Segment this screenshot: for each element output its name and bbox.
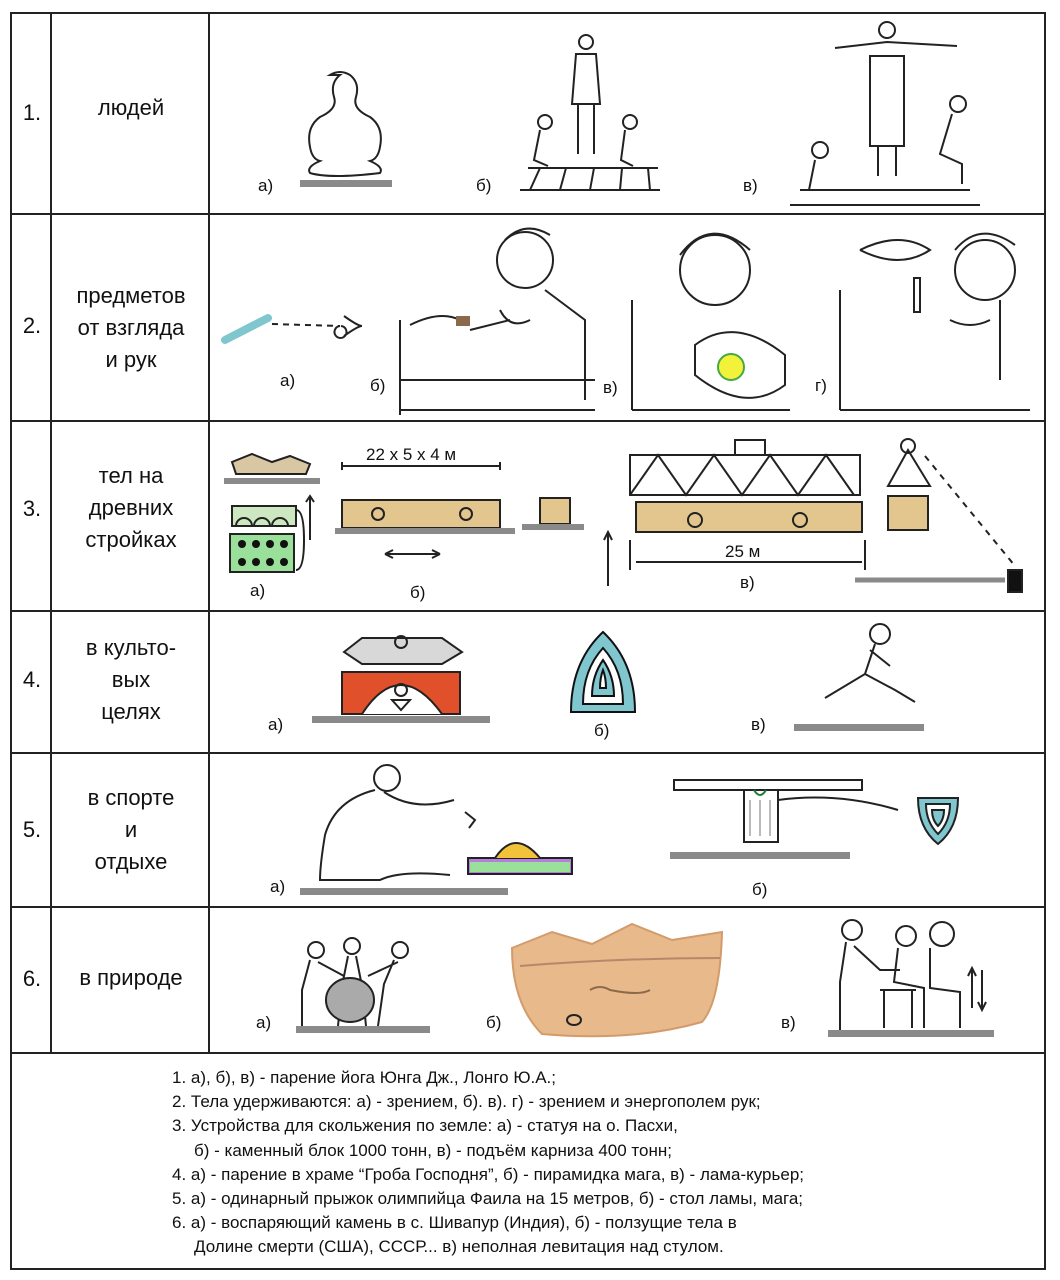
row-label-line: в культо- — [85, 635, 177, 660]
glance-holding-rod-icon — [225, 316, 362, 340]
yogi-arms-outstretched-icon — [790, 22, 980, 205]
row-label-line: вых — [111, 667, 151, 692]
legend-line: 4. а) - парение в храме “Гроба Господня”, б) - пирамидка мага, в) - лама-курьер; — [172, 1164, 804, 1184]
row-number: 3. — [22, 496, 42, 521]
row-label-line: стройках — [85, 527, 177, 552]
row-label-line: в спорте — [87, 785, 175, 810]
sub-label: в) — [743, 176, 758, 195]
meditating-figure-icon — [309, 72, 381, 176]
row-label-line: и — [124, 817, 138, 842]
row-number: 1. — [22, 100, 42, 125]
sub-label: б) — [486, 1013, 502, 1032]
floating-stone-men-icon — [296, 938, 430, 1033]
sub-label: в) — [751, 715, 766, 734]
hands-holding-object-icon — [400, 229, 595, 415]
legend-line: Долине смерти (США), СССР... в) неполная левитация над стулом. — [194, 1237, 724, 1257]
sub-label: а) — [256, 1013, 272, 1032]
row-label-line: древних — [88, 495, 174, 520]
row-number: 2. — [22, 313, 42, 338]
lama-table-icon — [670, 780, 958, 859]
temple-coffin-levitation-icon — [312, 636, 490, 723]
sub-label: а) — [250, 581, 266, 600]
legend-line: 3. Устройства для скольжения по земле: а) - статуя на о. Пасхи, — [172, 1116, 678, 1136]
sub-label: б) — [476, 176, 492, 195]
levitating-man-icon — [520, 35, 660, 190]
row-label-line: и рук — [105, 347, 157, 372]
ground-platform — [300, 180, 392, 187]
legend-line: 6. а) - воспаряющий камень в с. Шивапур (Индия), б) - ползущие тела в — [172, 1213, 737, 1233]
row-label-line: в природе — [79, 965, 183, 990]
sub-label: б) — [410, 583, 426, 602]
easter-island-statue-on-sled-icon — [224, 454, 320, 572]
row-label-line: предметов — [76, 283, 186, 308]
death-valley-sailing-stones-icon — [512, 924, 722, 1036]
row-label-line: целях — [101, 699, 161, 724]
dimension-label: 25 м — [725, 542, 761, 561]
row-label-line: людей — [97, 95, 165, 120]
cornice-lift-truss-icon — [630, 439, 1022, 592]
sub-label: б) — [370, 376, 386, 395]
sub-label: в) — [603, 378, 618, 397]
legend — [172, 1066, 804, 1260]
athlete-long-jump-icon — [300, 765, 572, 895]
partial-levitation-chair-icon — [828, 920, 994, 1037]
legend-line: 2. Тела удерживаются: а) - зрением, б). в). г) - зрением и энергополем рук; — [172, 1092, 761, 1112]
legend-line: 5. а) - одинарный прыжок олимпийца Фаила на 15 метров, б) - стол ламы, мага; — [172, 1189, 804, 1209]
sub-label: а) — [280, 371, 296, 390]
legend-line: б) - каменный блок 1000 тонн, в) - подъём карниза 400 тонн; — [194, 1140, 672, 1160]
running-lama-courier-icon — [794, 624, 924, 731]
row-label-line: отдыхе — [94, 849, 168, 874]
legend-line: 1. а), б), в) - парение йога Юнга Дж., Лонго Ю.А.; — [172, 1068, 557, 1087]
row-label-line: от взгляда — [77, 315, 185, 340]
sub-label: а) — [258, 176, 274, 195]
sub-label: б) — [594, 721, 610, 740]
sub-label: а) — [270, 877, 286, 896]
row-number: 6. — [22, 966, 42, 991]
sub-label: в) — [781, 1013, 796, 1032]
sub-label: б) — [752, 880, 768, 899]
dimension-label: 22 x 5 x 4 м — [366, 445, 457, 464]
row-number: 5. — [22, 817, 42, 842]
magic-pyramid-icon — [571, 632, 635, 712]
sub-label: в) — [740, 573, 755, 592]
face-with-yellow-ball-icon — [632, 234, 790, 410]
sub-label: г) — [815, 376, 827, 395]
stone-block-sled-icon — [335, 462, 612, 586]
row-number: 4. — [22, 667, 42, 692]
row-label-line: тел на — [98, 463, 164, 488]
sub-label: а) — [268, 715, 284, 734]
man-levitating-pencil-icon — [840, 234, 1030, 410]
